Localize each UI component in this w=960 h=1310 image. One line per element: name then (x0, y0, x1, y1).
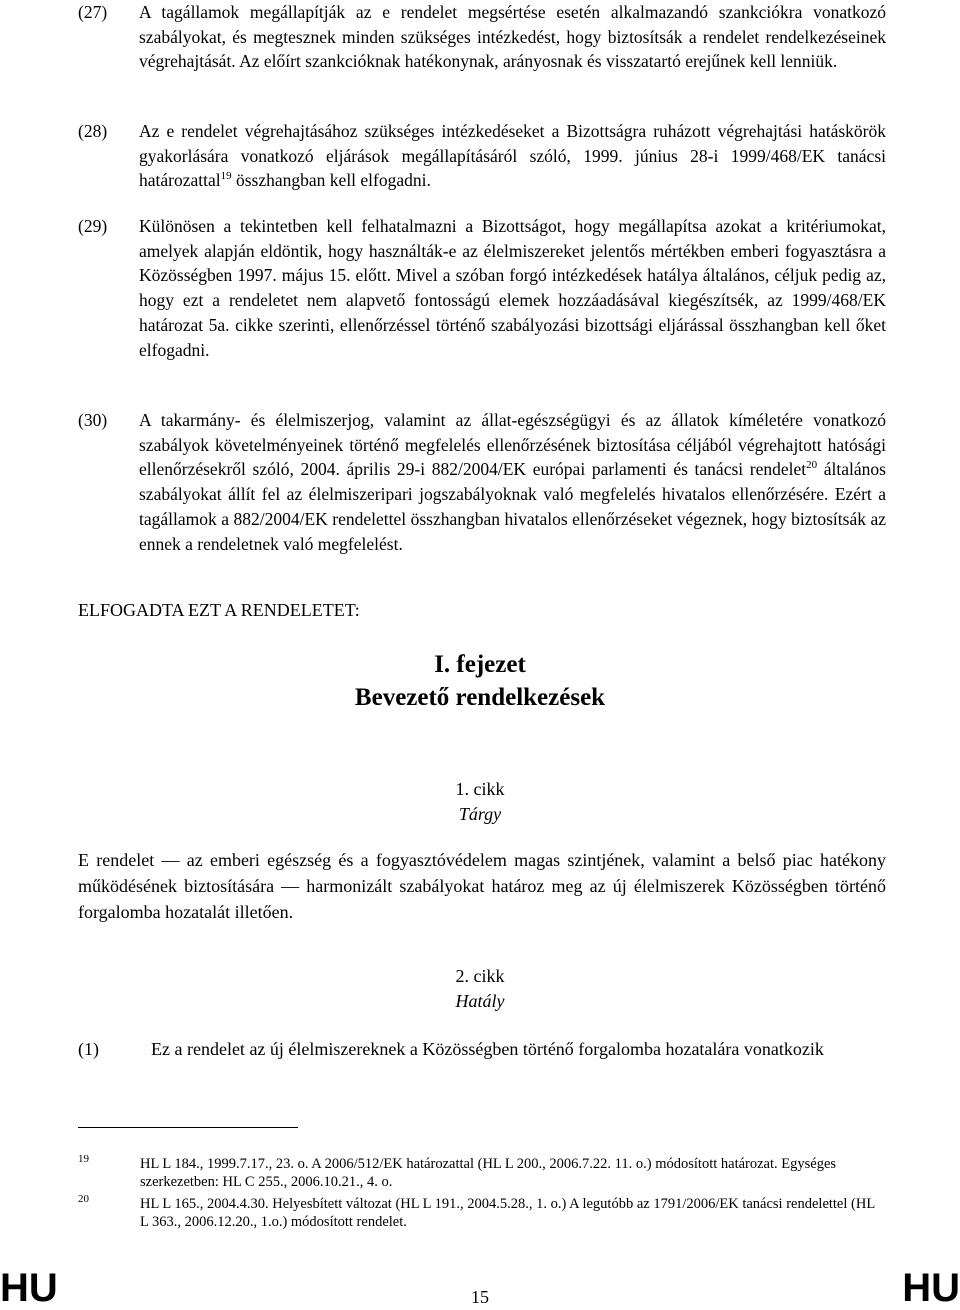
recital-30 (78, 408, 886, 556)
page-number: 15 (471, 1287, 489, 1307)
chapter-number: I. fejezet (434, 651, 526, 678)
recital-text: A tagállamok megállapítják az e rendelet megsértése esetén alkalmazandó szankciókra vonatkozó szabályokat, és megtesznek minden szükséges intézkedést, hogy biztosítsák a rendelet rendelkezéseinek végrehajtását. Az előírt szankcióknak hatékonynak, arányosnak és visszatartó erejűnek kell lenniük. (139, 2, 886, 72)
footnote-mark: 19 (78, 1153, 89, 1165)
article-1-text: E rendelet — az emberi egészség és a fogyasztóvédelem magas szintjének, valamint a belső piac hatékony működésének biztosítására — harmonizált szabályokat határoz meg az új élelmiszerek Közösségben történő forgalomba hozatalát illetően. (78, 850, 886, 922)
article-1-number: 1. cikk (455, 779, 505, 799)
recital-28 (78, 119, 886, 193)
footnote-separator (78, 1127, 298, 1128)
recital-text: Az e rendelet végrehajtásához szükséges intézkedéseket a Bizottságra ruházott végrehajtási hatáskörök gyakorlására vonatkozó eljárások megállapításáról szóló, 1999. június 28-i 1999/468/EK tanácsi határozattal$^{19}$ összhangban kell elfogadni. (139, 121, 886, 191)
footnote-ref-19[interactable]: 19 (220, 170, 232, 183)
footnote-text: HL L 165., 2004.4.30. Helyesbített változat (HL L 191., 2004.5.28., 1. o.) A legutóbb az 1791/2006/EK tanácsi rendelettel (HL L 363., 2006.12.20., 1.o.) módosított rendelet. (140, 1196, 875, 1230)
recital-text: A takarmány- és élelmiszerjog, valamint az állat-egészségügyi és az állatok kíméletére vonatkozó szabályok követelményeinek történő megfelelés ellenőrzésének biztosítása céljából végrehajtott hatósági ellenőrzésekről szóló, 2004. április 29-i 882/2004/EK európai parlamenti és tanácsi rendelet$^{20}$ általános szabályokat állít fel az élelmiszeripari jogszabályoknak való megfelelés hivatalos ellenőrzésére. Ezért a tagállamok a 882/2004/EK rendelettel összhangban hivatalos ellenőrzéseket végeznek, hogy biztosítsák az ennek a rendeletnek való megfelelést. (139, 410, 886, 554)
recital-number: (28) (78, 121, 108, 141)
chapter-title: Bevezető rendelkezések (354, 684, 606, 711)
article-1-title: Tárgy (458, 804, 502, 824)
language-code-left: HU (0, 1266, 58, 1310)
footnote-ref-20[interactable]: 20 (806, 459, 818, 472)
article-2-title: Hatály (455, 991, 505, 1011)
adoption-statement: ELFOGADTA EZT A RENDELETET: (78, 600, 360, 620)
recital-27 (78, 0, 886, 74)
recital-text: Különösen a tekintetben kell felhatalmazni a Bizottságot, hogy megállapítsa azokat a kritériumokat, amelyek alapján eldöntik, hogy használták-e az élelmiszereket jelentős mértékben emberi fogyasztásra a Közösségben 1997. május 15. előtt. Mivel a szóban forgó intézkedések hatálya általános, céljuk pedig az, hogy ezt a rendeletet nem alapvető fontosságú elemek hozzáadásával kiegészítsék, az 1999/468/EK határozat 5a. cikke szerinti, ellenőrzéssel történő szabályozási bizottsági eljárással összhangban kell őket elfogadni. (139, 216, 886, 360)
recital-number: (29) (78, 216, 108, 236)
footnote-mark: 20 (78, 1193, 89, 1205)
article-2-paragraph-1 (78, 1036, 886, 1062)
footnote-19 (78, 1155, 886, 1191)
recital-number: (30) (78, 410, 108, 430)
language-code-right: HU (902, 1266, 960, 1310)
paragraph-text: Ez a rendelet az új élelmiszereknek a Közösségben történő forgalomba hozatalára vonatkozik (151, 1039, 824, 1059)
footnote-text: HL L 184., 1999.7.17., 23. o. A 2006/512/EK határozattal (HL L 200., 2006.7.22. 11. o.) módosított határozat. Egységes szerkezetben: HL C 255., 2006.10.21., 4. o. (140, 1156, 837, 1190)
paragraph-number: (1) (78, 1039, 99, 1059)
article-2-number: 2. cikk (455, 966, 505, 986)
footnote-20 (78, 1195, 886, 1231)
recital-number: (27) (78, 2, 108, 22)
recital-29 (78, 214, 886, 362)
